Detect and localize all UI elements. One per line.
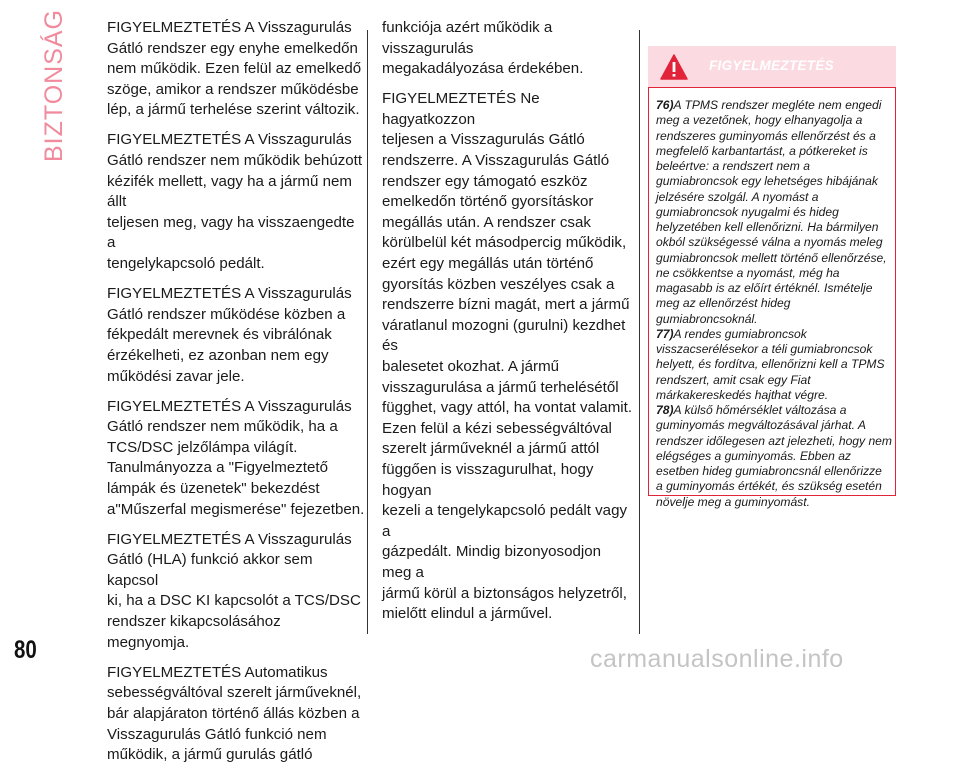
text-column-1 <box>107 18 367 775</box>
paragraph: funkciója azért működik a visszagurulás megakadályozása érdekében. <box>382 19 584 78</box>
section-side-title: BIZTONSÁG <box>40 8 68 162</box>
text-column-2 <box>382 18 634 634</box>
paragraph: FIGYELMEZTETÉS A Visszagurulás Gátló rendszer működése közben a fékpedált merevnek és vibrálónak érzékelheti, ez azonban nem egy működési zavar jele. <box>107 285 352 385</box>
warning-item-text: A külső hőmérséklet változása a guminyomás megváltozásával járhat. A rendszer időlegesen azt jelezheti, hogy nem elégséges a guminyomás. Ebben az esetben hideg gumiabroncsnál ellenőrizze a guminyomás értékét, és szükség esetén növelje meg a guminyomást. <box>656 403 892 509</box>
paragraph: FIGYELMEZTETÉS Automatikus sebességváltóval szerelt járműveknél, bár alapjáraton történő állás közben a Visszagurulás Gátló funkció nem működik, a jármű gurulás gátló <box>107 663 362 764</box>
warning-body <box>656 98 896 510</box>
watermark: carmanualsonline.info <box>590 645 844 673</box>
page-number: 80 <box>14 636 37 664</box>
paragraph: FIGYELMEZTETÉS A Visszagurulás Gátló rendszer egy enyhe emelkedőn nem működik. Ezen felül az emelkedő szöge, amikor a rendszer működésbe lép, a jármű terhelése szerint változik. <box>107 19 362 119</box>
column-divider <box>367 30 368 634</box>
warning-header <box>648 46 896 87</box>
warning-item-number: 77) <box>656 326 674 341</box>
warning-item <box>656 327 896 403</box>
paragraph: FIGYELMEZTETÉS A Visszagurulás Gátló rendszer nem működik behúzott kézifék mellett, vagy ha a jármű nem állt teljesen meg, vagy ha visszaengedte a tengelykapcsoló pedált. <box>107 131 363 273</box>
warning-item-number: 76) <box>656 98 674 112</box>
warning-item <box>656 98 896 327</box>
paragraph: FIGYELMEZTETÉS A Visszagurulás Gátló (HLA) funkció akkor sem kapcsol ki, ha a DSC KI kapcsolót a TCS/DSC rendszer kikapcsolásához megnyomja. <box>107 530 361 651</box>
paragraph: FIGYELMEZTETÉS A Visszagurulás Gátló rendszer nem működik, ha a TCS/DSC jelzőlámpa világít. Tanulmányozza a "Figyelmeztető lámpák és üzenetek" bekezdést a"Műszerfal megismerése" fejezetben. <box>107 397 365 518</box>
warning-item-text: A TPMS rendszer megléte nem engedi meg a vezetőnek, hogy elhanyagolja a rendszeres guminyomás ellenőrzést és a megfelelő karbantartást, a pótkereket is beleértve: a rendszert nem a gumiabroncsok egy lehetséges hibájának jelzésére szolgál. A nyomást a gumiabroncsok nyugalmi és hideg helyzetében kell ellenőrizni. Ha bármilyen okból szükségessé válna a nyomás meleg gumiabroncsok mellett történő ellenőrzése, ne csökkentse a nyomást, még ha magasabb is az előírt értéknél. Ismételje meg az ellenőrzést hideg gumiabroncsoknál. <box>656 98 887 326</box>
warning-item-text: A rendes gumiabroncsok visszacserélésekor a téli gumiabroncsok helyett, és fordítva, ellenőrizni kell a TPMS rendszert, amit csak egy Fiat márkakereskedés hajthat végre. <box>656 326 885 402</box>
warning-item-number: 78) <box>656 403 674 417</box>
paragraph: FIGYELMEZTETÉS Ne hagyatkozzon teljesen a Visszagurulás Gátló rendszerre. A Visszagurulás Gátló rendszer egy támogató eszköz emelkedőn történő gyorsításkor megállás után. A rendszer csak körülbelül két másodpercig működik, ezért egy megállás után történő gyorsítás közben veszélyes csak a rendszerre bízni magát, mert a jármű váratlanul mozogni (gurulni) kezdhet és balesetet okozhat. A jármű visszagurulása a jármű terhelésétől függhet, vagy attól, ha vontat valamit. Ezen felül a kézi sebességváltóval szerelt járműveknél a jármű attól függően is visszagurulhat, hogy hogyan kezeli a tengelykapcsoló pedált vagy a gázpedált. Mindig bizonyosodjon meg a jármű körül a biztonságos helyzetről, mielőtt elindul a járművel. <box>382 90 633 623</box>
warning-title: FIGYELMEZTETÉS <box>709 58 834 73</box>
warning-triangle-icon <box>660 54 688 80</box>
warning-item <box>656 403 896 510</box>
column-divider <box>639 30 640 634</box>
